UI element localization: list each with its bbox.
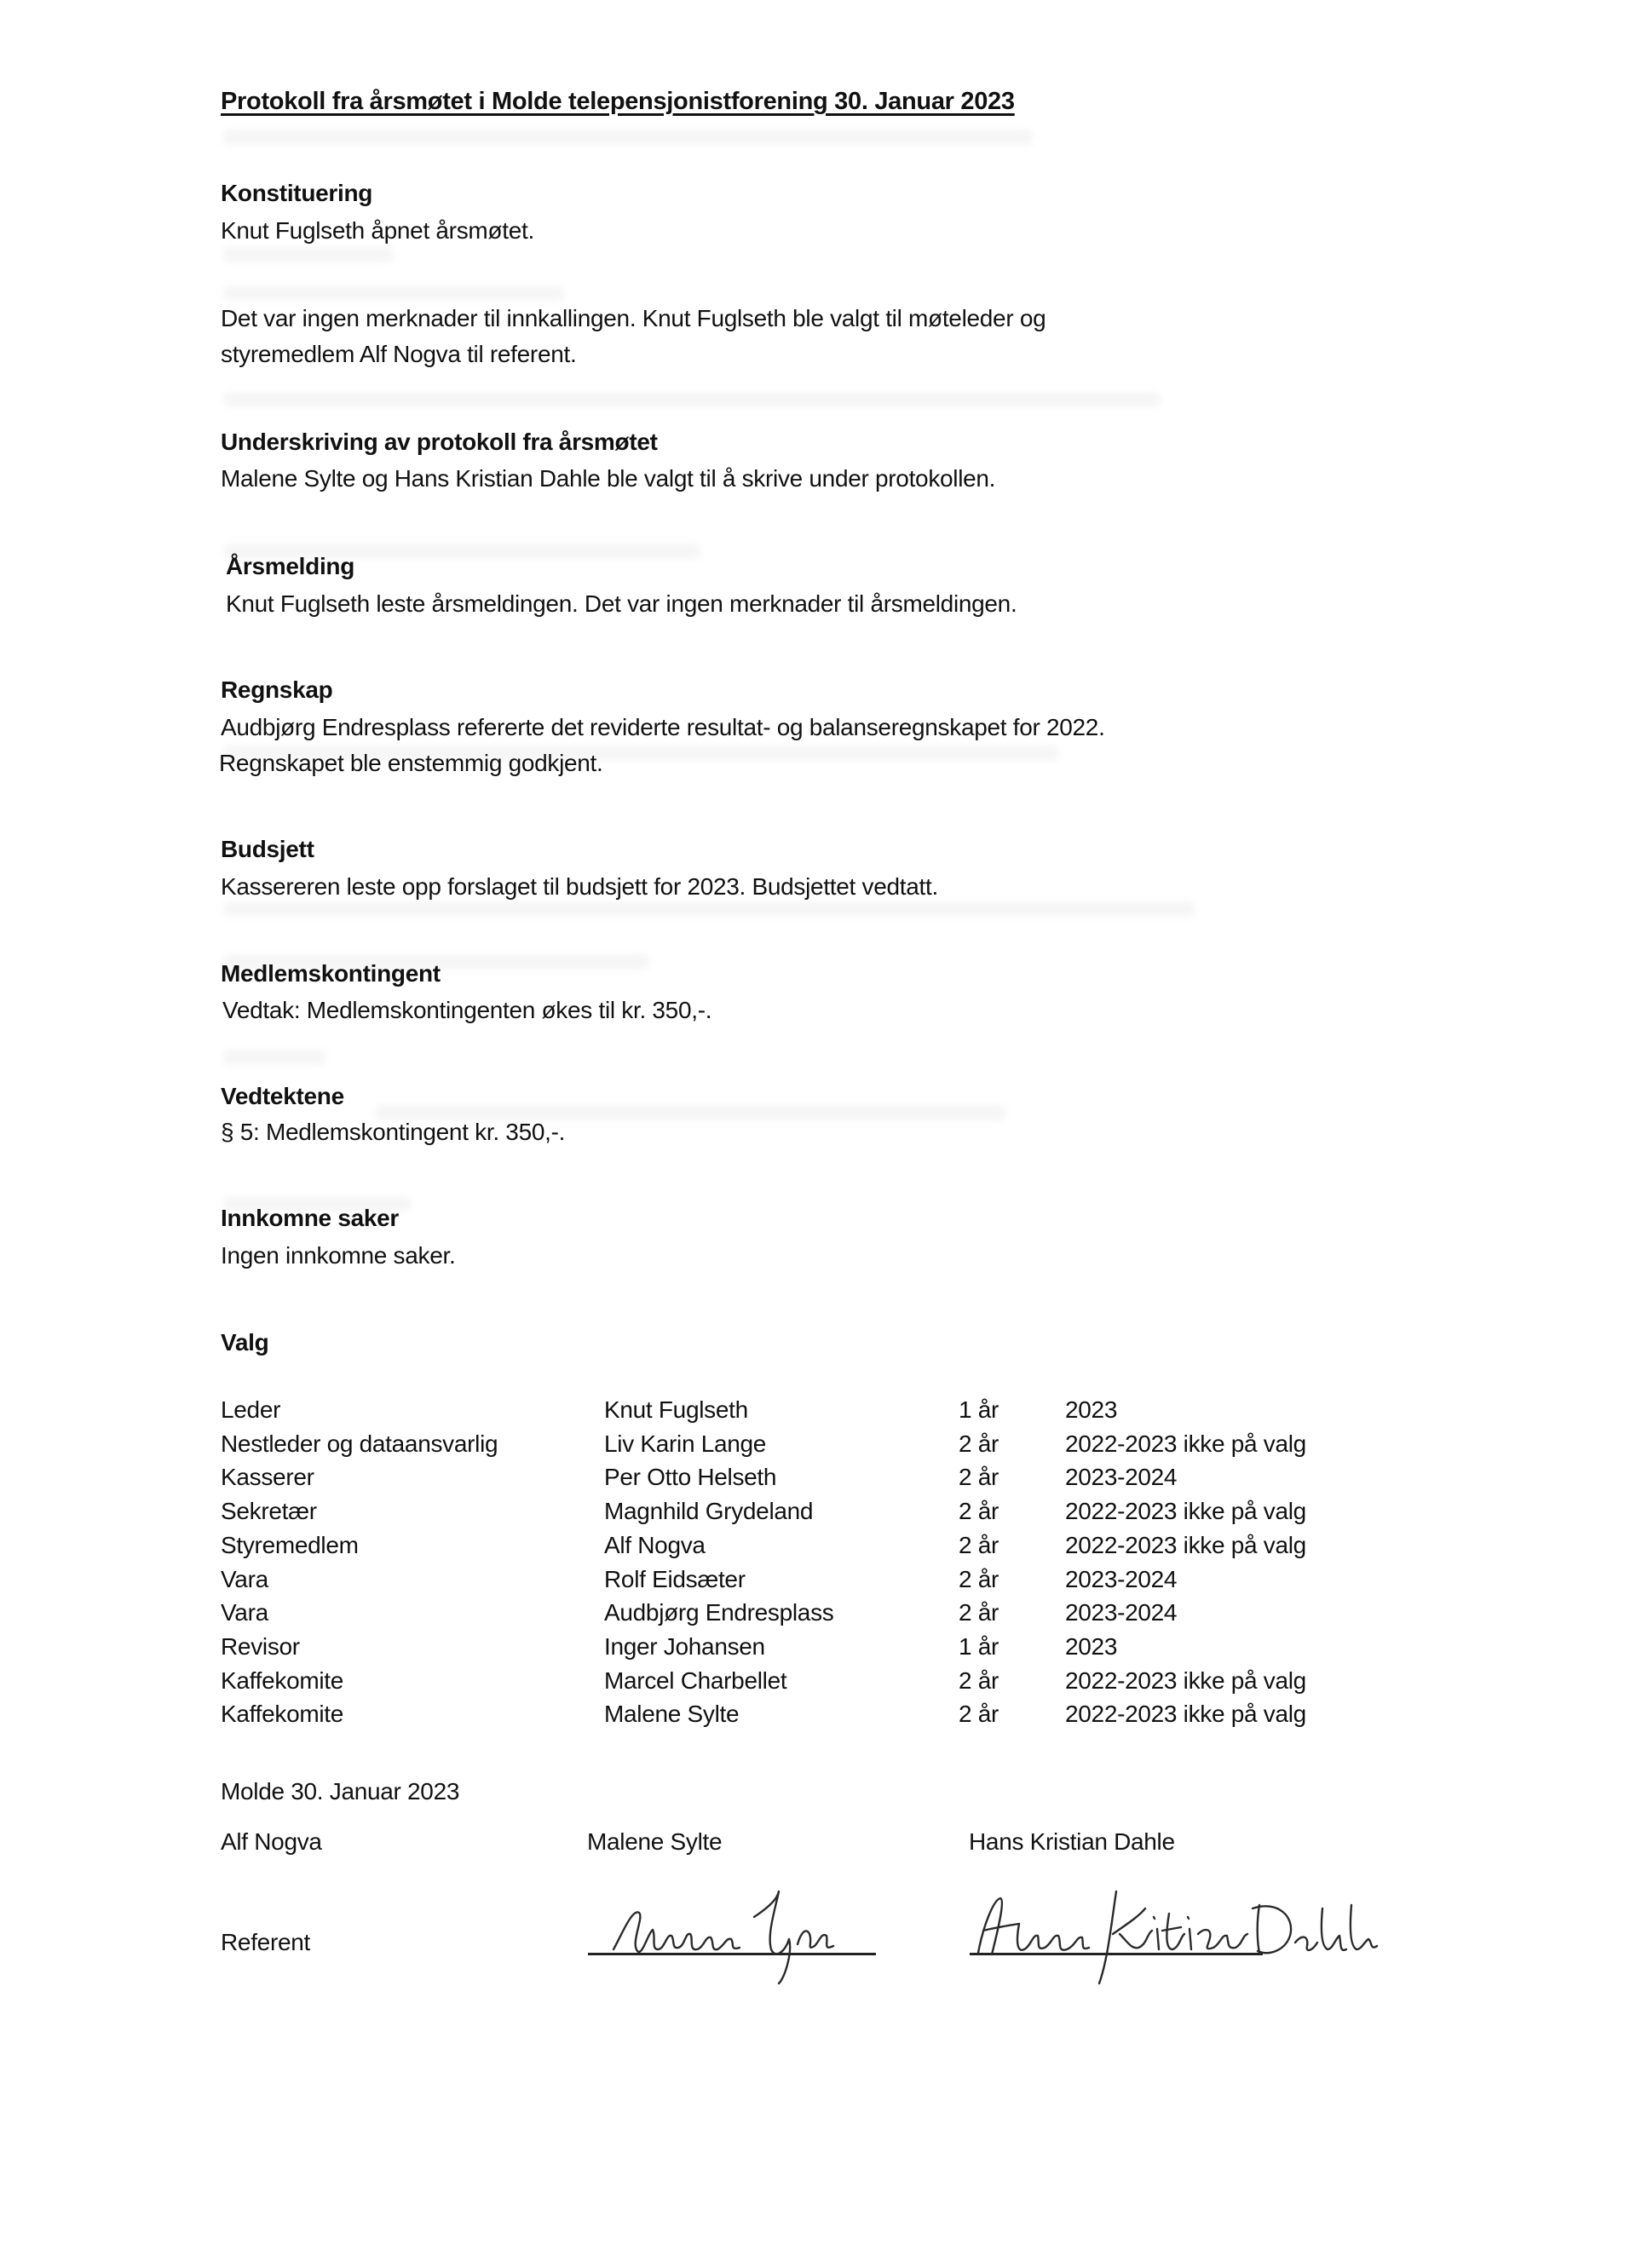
election-term: 1 år [959,1632,999,1660]
election-term: 2 år [959,1498,999,1525]
scan-artifact [223,392,1161,407]
election-role: Sekretær [221,1498,317,1525]
section-heading-konstituering: Konstituering [221,180,373,206]
election-term: 2 år [959,1701,999,1728]
election-term: 2 år [959,1430,999,1457]
section-text: Ingen innkomne saker. [221,1242,456,1269]
section-heading-regnskap: Regnskap [221,676,333,703]
election-name: Inger Johansen [604,1632,765,1660]
section-text: Det var ingen merknader til innkallingen. Knut Fuglseth ble valgt til møteleder og [221,305,1046,331]
election-period: 2023-2024 [1065,1565,1178,1592]
referent-label: Referent [221,1929,310,1955]
section-text: Regnskapet ble enstemmig godkjent. [219,750,603,776]
section-heading-valg: Valg [221,1329,269,1356]
signer-name: Alf Nogva [221,1828,322,1855]
election-period: 2022-2023 ikke på valg [1065,1531,1306,1558]
election-period: 2023-2024 [1065,1464,1178,1491]
section-heading-vedtektene: Vedtektene [221,1083,344,1109]
election-name: Alf Nogva [604,1531,706,1558]
scan-artifact [223,901,1195,917]
section-text: Knut Fuglseth leste årsmeldingen. Det var ingen merknader til årsmeldingen. [226,590,1017,617]
signer-name: Malene Sylte [587,1828,723,1855]
election-term: 2 år [959,1565,999,1592]
election-name: Rolf Eidsæter [604,1565,746,1592]
scan-artifact [223,285,564,301]
election-period: 2023 [1065,1396,1118,1423]
election-period: 2022-2023 ikke på valg [1065,1498,1306,1525]
election-name: Knut Fuglseth [604,1396,748,1423]
signer-name: Hans Kristian Dahle [969,1828,1175,1855]
election-name: Magnhild Grydeland [604,1498,814,1525]
election-term: 2 år [959,1599,999,1626]
election-role: Leder [221,1396,281,1423]
signature-malene-sylte [596,1883,954,1985]
election-role: Kaffekomite [221,1666,344,1694]
election-period: 2023-2024 [1065,1599,1178,1626]
election-term: 1 år [959,1396,999,1423]
election-name: Liv Karin Lange [604,1430,767,1457]
election-name: Malene Sylte [604,1701,740,1728]
election-role: Nestleder og dataansvarlig [221,1430,498,1457]
election-role: Vara [221,1599,268,1626]
section-heading-arsmelding: Årsmelding [226,553,355,579]
document-title: Protokoll fra årsmøtet i Molde telepensjonistforening 30. Januar 2023 [221,88,1015,115]
section-text: Audbjørg Endresplass refererte det reviderte resultat- og balanseregnskapet for 2022. [221,714,1105,740]
section-text: Malene Sylte og Hans Kristian Dahle ble valgt til å skrive under protokollen. [221,465,996,492]
section-heading-innkomne-saker: Innkomne saker [221,1205,399,1231]
section-text: Knut Fuglseth åpnet årsmøtet. [221,217,534,244]
place-date: Molde 30. Januar 2023 [221,1778,460,1805]
election-role: Kasserer [221,1464,314,1491]
section-text: styremedlem Alf Nogva til referent. [221,341,577,367]
election-role: Vara [221,1565,268,1592]
signature-hans-kristian-dahle [971,1874,1414,1989]
election-period: 2022-2023 ikke på valg [1065,1701,1306,1728]
election-period: 2023 [1065,1632,1118,1660]
election-role: Revisor [221,1632,300,1660]
section-text: § 5: Medlemskontingent kr. 350,-. [221,1119,566,1145]
election-term: 2 år [959,1666,999,1694]
scan-artifact [223,1050,325,1065]
section-heading-medlemskontingent: Medlemskontingent [221,960,441,987]
election-period: 2022-2023 ikke på valg [1065,1666,1306,1694]
election-role: Kaffekomite [221,1701,344,1728]
section-text: Vedtak: Medlemskontingenten økes til kr. 350,-. [222,997,712,1023]
scan-artifact [223,130,1033,145]
section-heading-budsjett: Budsjett [221,836,314,862]
election-role: Styremedlem [221,1531,359,1558]
election-period: 2022-2023 ikke på valg [1065,1430,1306,1457]
election-name: Marcel Charbellet [604,1666,787,1694]
election-term: 2 år [959,1531,999,1558]
section-heading-underskriving: Underskriving av protokoll fra årsmøtet [221,429,658,455]
scan-artifact [223,247,394,262]
election-name: Per Otto Helseth [604,1464,777,1491]
election-term: 2 år [959,1464,999,1491]
section-text: Kassereren leste opp forslaget til budsjett for 2023. Budsjettet vedtatt. [221,873,938,900]
election-name: Audbjørg Endresplass [604,1599,834,1626]
